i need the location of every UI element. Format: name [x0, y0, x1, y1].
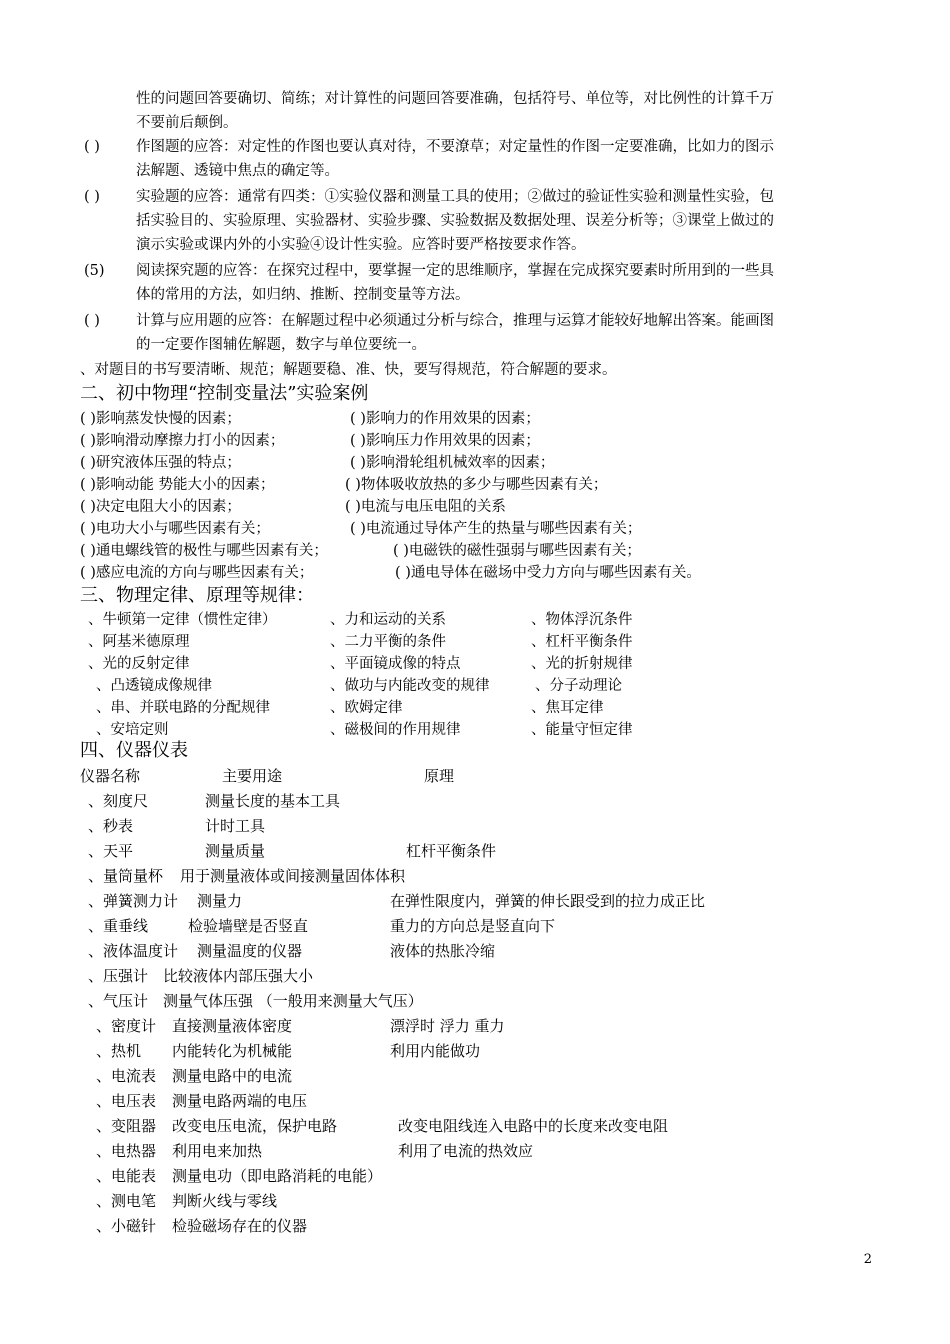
law-item: 、能量守恒定律 [531, 722, 633, 738]
case-item: ( )研究液体压强的特点； [80, 455, 241, 471]
instrument-use: 测量电功（即电路消耗的电能） [172, 1167, 383, 1185]
instrument-use: 测量力 [197, 892, 243, 910]
instrument-use: 计时工具 [205, 817, 266, 835]
table-header-principle: 原理 [424, 767, 455, 785]
answer-text-line: 计算与应用题的应答：在解题过程中必须通过分析与综合，推理与运算才能较好地解出答案。能画图 [136, 313, 774, 329]
instrument-name: 、密度计 [96, 1017, 157, 1035]
item-marker: ( ) [84, 189, 100, 205]
law-item: 、欧姆定律 [330, 700, 403, 716]
case-item: ( )感应电流的方向与哪些因素有关； [80, 565, 314, 581]
section-heading: 二、初中物理“控制变量法”实验案例 [80, 383, 369, 404]
case-item: ( )电功大小与哪些因素有关； [80, 521, 270, 537]
instrument-use: 测量电路中的电流 [172, 1067, 293, 1085]
law-item: 、光的折射规律 [531, 656, 633, 672]
case-item: ( )影响压力作用效果的因素； [350, 433, 540, 449]
answer-text-line: 作图题的应答：对定性的作图也要认真对待，不要潦草；对定量性的作图一定要准确，比如力的图示 [136, 139, 774, 155]
case-item: ( )电磁铁的磁性强弱与哪些因素有关； [393, 543, 641, 559]
law-item: 、平面镜成像的特点 [330, 656, 461, 672]
closing-line: 、对题目的书写要清晰、规范；解题要稳、准、快，要写得规范，符合解题的要求。 [80, 362, 617, 378]
instrument-principle: 利用了电流的热效应 [398, 1142, 534, 1160]
item-marker: ( ) [84, 313, 100, 329]
law-item: 、阿基米德原理 [88, 634, 190, 650]
instrument-name: 、重垂线 [88, 917, 149, 935]
instrument-principle: 漂浮时 浮力 重力 [390, 1017, 505, 1035]
instrument-principle: 利用内能做功 [390, 1042, 481, 1060]
instrument-use: 改变电压电流，保护电路 [172, 1117, 338, 1135]
case-item: ( )影响力的作用效果的因素； [350, 411, 540, 427]
law-item: 、焦耳定律 [531, 700, 604, 716]
instrument-name: 、天平 [88, 842, 134, 860]
law-item: 、凸透镜成像规律 [96, 678, 212, 694]
table-header-use: 主要用途 [222, 767, 283, 785]
item-marker: (5) [84, 263, 105, 279]
instrument-use: 比较液体内部压强大小 [163, 967, 314, 985]
instrument-name: 、电热器 [96, 1142, 157, 1160]
instrument-principle: 杠杆平衡条件 [406, 842, 497, 860]
answer-text-line: 法解题、透镜中焦点的确定等。 [136, 163, 339, 179]
law-item: 、做功与内能改变的规律 [330, 678, 490, 694]
instrument-name: 、刻度尺 [88, 792, 149, 810]
instrument-name: 、秒表 [88, 817, 134, 835]
instrument-use: 检验墙壁是否竖直 [188, 917, 309, 935]
law-item: 、牛顿第一定律（惯性定律） [88, 612, 277, 628]
law-item: 、分子动理论 [535, 678, 622, 694]
instrument-use: 直接测量液体密度 [172, 1017, 293, 1035]
case-item: ( )影响动能 势能大小的因素； [80, 477, 275, 493]
page-number: 2 [863, 1252, 872, 1267]
case-item: ( )通电螺线管的极性与哪些因素有关； [80, 543, 328, 559]
instrument-name: 、量筒量杯 [88, 867, 164, 885]
law-item: 、力和运动的关系 [330, 612, 446, 628]
instrument-use: 内能转化为机械能 [172, 1042, 293, 1060]
case-item: ( )影响蒸发快慢的因素； [80, 411, 241, 427]
instrument-principle: 改变电阻线连入电路中的长度来改变电阻 [398, 1117, 669, 1135]
table-header-name: 仪器名称 [80, 767, 141, 785]
case-item: ( )电流与电压电阻的关系 [345, 499, 506, 515]
section-heading: 三、物理定律、原理等规律： [80, 585, 314, 606]
instrument-use: 检验磁场存在的仪器 [172, 1217, 308, 1235]
answer-text-line: 不要前后颠倒。 [136, 115, 238, 131]
instrument-use: 测量质量 [205, 842, 266, 860]
instrument-use: 判断火线与零线 [172, 1192, 278, 1210]
instrument-name: 、电流表 [96, 1067, 157, 1085]
answer-text-line: 的一定要作图辅佐解题，数字与单位要统一。 [136, 337, 426, 353]
instrument-name: 、气压计 [88, 992, 149, 1010]
instrument-principle: 液体的热胀冷缩 [390, 942, 496, 960]
instrument-principle: 重力的方向总是竖直向下 [390, 917, 556, 935]
item-marker: ( ) [84, 139, 100, 155]
law-item: 、安培定则 [96, 722, 169, 738]
case-item: ( )物体吸收放热的多少与哪些因素有关； [345, 477, 608, 493]
instrument-name: 、小磁针 [96, 1217, 157, 1235]
section-heading: 四、仪器仪表 [80, 740, 188, 761]
answer-text-line: 演示实验或课内外的小实验④设计性实验。应答时要严格按要求作答。 [136, 237, 586, 253]
instrument-name: 、弹簧测力计 [88, 892, 179, 910]
instrument-use: 用于测量液体或间接测量固体体积 [180, 867, 406, 885]
case-item: ( )电流通过导体产生的热量与哪些因素有关； [350, 521, 642, 537]
law-item: 、串、并联电路的分配规律 [96, 700, 270, 716]
law-item: 、磁极间的作用规律 [330, 722, 461, 738]
answer-text-line: 阅读探究题的应答：在探究过程中，要掌握一定的思维顺序，掌握在完成探究要素时所用到的一些具 [136, 263, 774, 279]
case-item: ( )影响滑轮组机械效率的因素； [350, 455, 555, 471]
instrument-name: 、热机 [96, 1042, 142, 1060]
instrument-use: 测量电路两端的电压 [172, 1092, 308, 1110]
instrument-use: 测量温度的仪器 [197, 942, 303, 960]
instrument-name: 、变阻器 [96, 1117, 157, 1135]
case-item: ( )通电导体在磁场中受力方向与哪些因素有关。 [395, 565, 701, 581]
answer-text-line: 实验题的应答：通常有四类：①实验仪器和测量工具的使用；②做过的验证性实验和测量性实验，包 [136, 189, 774, 205]
answer-text-line: 性的问题回答要确切、简练；对计算性的问题回答要准确，包括符号、单位等，对比例性的计算千万 [136, 91, 774, 107]
law-item: 、二力平衡的条件 [330, 634, 446, 650]
case-item: ( )影响滑动摩擦力打小的因素； [80, 433, 285, 449]
instrument-name: 、液体温度计 [88, 942, 179, 960]
answer-text-line: 体的常用的方法，如归纳、推断、控制变量等方法。 [136, 287, 470, 303]
instrument-name: 、压强计 [88, 967, 149, 985]
case-item: ( )决定电阻大小的因素； [80, 499, 241, 515]
instrument-name: 、电能表 [96, 1167, 157, 1185]
law-item: 、光的反射定律 [88, 656, 190, 672]
law-item: 、物体浮沉条件 [531, 612, 633, 628]
instrument-use: 测量长度的基本工具 [205, 792, 341, 810]
answer-text-line: 括实验目的、实验原理、实验器材、实验步骤、实验数据及数据处理、误差分析等；③课堂上做过的 [136, 213, 774, 229]
instrument-use: 利用电来加热 [172, 1142, 263, 1160]
instrument-use: 测量气体压强 （一般用来测量大气压） [163, 992, 423, 1010]
instrument-principle: 在弹性限度内，弹簧的伸长跟受到的拉力成正比 [390, 892, 706, 910]
instrument-name: 、电压表 [96, 1092, 157, 1110]
law-item: 、杠杆平衡条件 [531, 634, 633, 650]
instrument-name: 、测电笔 [96, 1192, 157, 1210]
